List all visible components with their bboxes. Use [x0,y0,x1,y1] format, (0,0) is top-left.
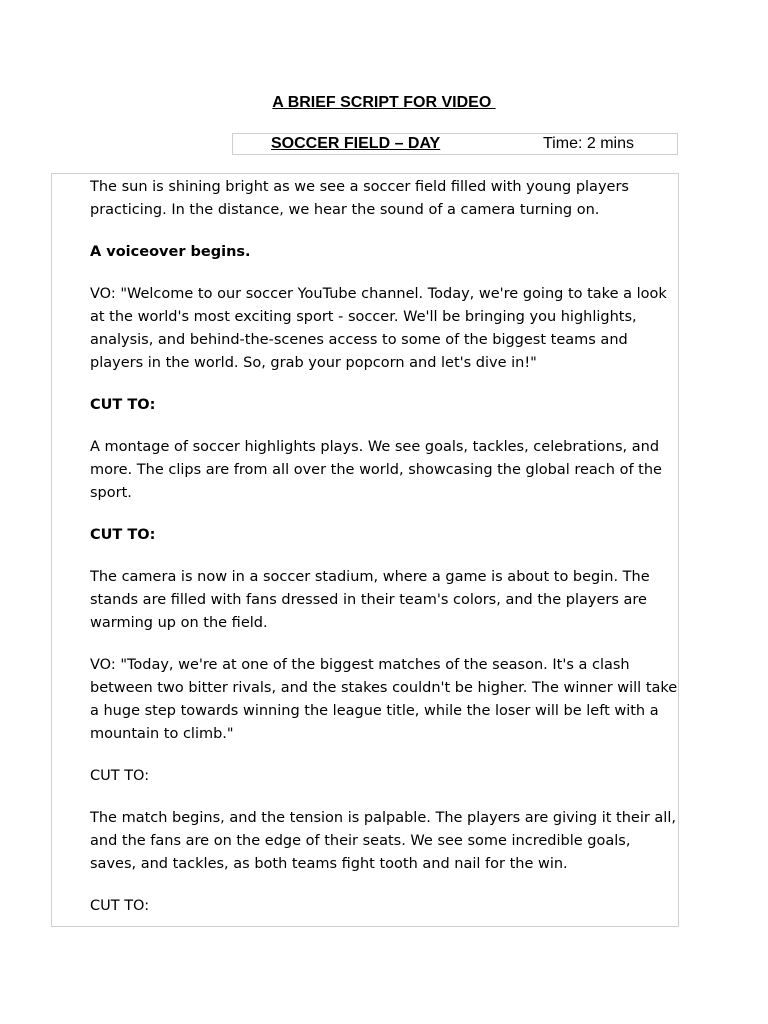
scene-header-box [232,133,678,155]
script-voiceover: VO: "Welcome to our soccer YouTube channel. Today, we're going to take a look at the world's most exciting sport - soccer. We'll be bringing you highlights, analysis, and behind-the-scenes access to some of the biggest teams and players in the world. So, grab your popcorn and let's dive in!" [90,286,667,371]
script-paragraph: The match begins, and the tension is palpable. The players are giving it their all, and the fans are on the edge of their seats. We see some incredible goals, saves, and tackles, as both teams fight tooth and nail for the win. [90,810,676,872]
scene-heading: SOCCER FIELD – DAY [271,135,441,152]
script-transition: CUT TO: [90,527,156,543]
script-paragraph: The sun is shining bright as we see a soccer field filled with young players practicing. In the distance, we hear the sound of a camera turning on. [90,179,629,218]
script-body [90,176,678,927]
script-transition: CUT TO: [90,898,150,914]
script-transition: CUT TO: [90,397,156,413]
script-direction: A voiceover begins. [90,244,251,260]
scene-time: Time: 2 mins [543,135,634,152]
document-title: A BRIEF SCRIPT FOR VIDEO [272,94,496,111]
script-box [51,173,679,927]
script-transition: CUT TO: [90,768,150,784]
script-paragraph: A montage of soccer highlights plays. We see goals, tackles, celebrations, and more. The clips are from all over the world, showcasing the global reach of the sport. [90,439,662,501]
script-paragraph: The camera is now in a soccer stadium, where a game is about to begin. The stands are filled with fans dressed in their team's colors, and the players are warming up on the field. [90,569,650,631]
script-voiceover: VO: "Today, we're at one of the biggest matches of the season. It's a clash between two bitter rivals, and the stakes couldn't be higher. The winner will take a huge step towards winning the league title, while the loser will be left with a mountain to climb." [90,657,678,742]
